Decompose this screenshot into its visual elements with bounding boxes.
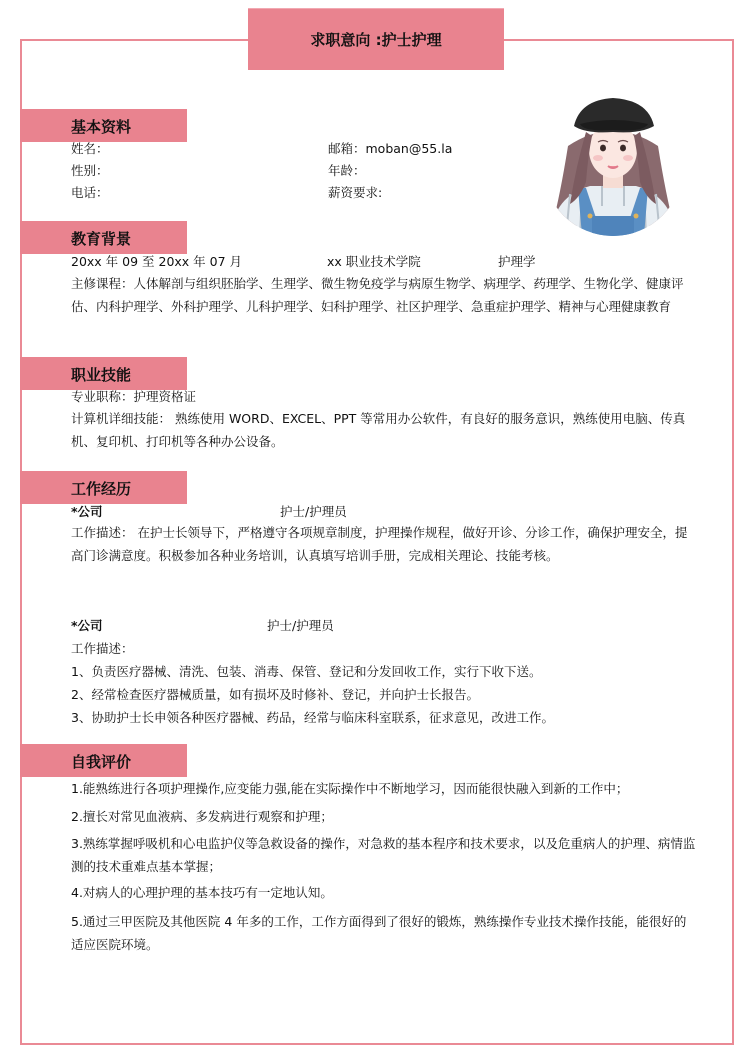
job-2-company: *公司 [71, 618, 103, 633]
gender-label: 性别： [71, 163, 109, 178]
job-2-position: 护士/护理员 [267, 618, 334, 633]
self-eval-item: 1.能熟练进行各项护理操作,应变能力强,能在实际操作中不断地学习，因而能很快融入到新的工作中； [71, 781, 629, 796]
section-heading-basic-info [20, 109, 187, 142]
section-heading-education [20, 221, 187, 254]
email-label: 邮箱：moban@55.la [328, 141, 453, 156]
job-2-item: 2、经常检查医疗器械质量，如有损坏及时修补、登记，并向护士长报告。 [71, 687, 479, 702]
job-1-position: 护士/护理员 [280, 504, 347, 519]
job-2-item: 1、负责医疗器械、清洗、包装、消毒、保管、登记和分发回收工作，实行下收下送。 [71, 664, 542, 679]
section-heading-skills [20, 357, 187, 390]
job-2-description-label: 工作描述： [71, 641, 134, 656]
self-eval-item: 2.擅长对常见血液病、多发病进行观察和护理； [71, 809, 333, 824]
phone-label: 电话： [71, 185, 109, 200]
section-heading-text: 基本资料 [71, 118, 132, 136]
section-heading-experience [20, 471, 187, 504]
education-period: 20xx 年 09 至 20xx 年 07 月 [71, 254, 243, 269]
section-heading-text: 自我评价 [71, 753, 132, 771]
education-courses: 主修课程：人体解剖与组织胚胎学、生理学、微生物免疫学与病原生物学、病理学、药理学、生物化学、健康评估、内科护理学、外科护理学、儿科护理学、妇科护理学、社区护理学、急重症护理学、精神与心理健康教育 [71, 276, 684, 314]
avatar-illustration-icon [540, 86, 686, 236]
professional-title: 专业职称：护理资格证 [71, 389, 197, 404]
education-school: xx 职业技术学院 [327, 254, 421, 269]
job-intention-text: 求职意向 :护士护理 [310, 31, 442, 49]
age-label: 年龄： [328, 163, 366, 178]
section-heading-text: 工作经历 [71, 480, 132, 498]
self-eval-item: 4.对病人的心理护理的基本技巧有一定地认知。 [71, 885, 333, 900]
job-1-company: *公司 [71, 504, 103, 519]
section-heading-self-eval [20, 744, 187, 777]
job-intention-title [248, 8, 504, 70]
education-major: 护理学 [498, 254, 536, 269]
section-heading-text: 教育背景 [71, 230, 132, 248]
salary-label: 薪资要求: [328, 185, 383, 200]
job-1-description: 工作描述： 在护士长领导下，严格遵守各项规章制度，护理操作规程，做好开诊、分诊工作，确保护理安全，提高门诊满意度。积极参加各种业务培训，认真填写培训手册，完成相关理论、技能考核。 [71, 525, 688, 563]
name-label: 姓名： [71, 141, 109, 156]
section-heading-text: 职业技能 [71, 366, 132, 384]
self-eval-item: 5.通过三甲医院及其他医院 4 年多的工作，工作方面得到了很好的锻炼，熟练操作专业技术操作技能，能很好的适应医院环境。 [71, 914, 687, 952]
self-eval-item: 3.熟练掌握呼吸机和心电监护仪等急救设备的操作，对急救的基本程序和技术要求，以及危重病人的护理、病情监测的技术重难点基本掌握； [71, 836, 696, 874]
computer-skills: 计算机详细技能： 熟练使用 WORD、EXCEL、PPT 等常用办公软件，有良好的服务意识，熟练使用电脑、传真机、复印机、打印机等各种办公设备。 [71, 411, 686, 449]
job-2-item: 3、协助护士长申领各种医疗器械、药品，经常与临床科室联系，征求意见，改进工作。 [71, 710, 554, 725]
